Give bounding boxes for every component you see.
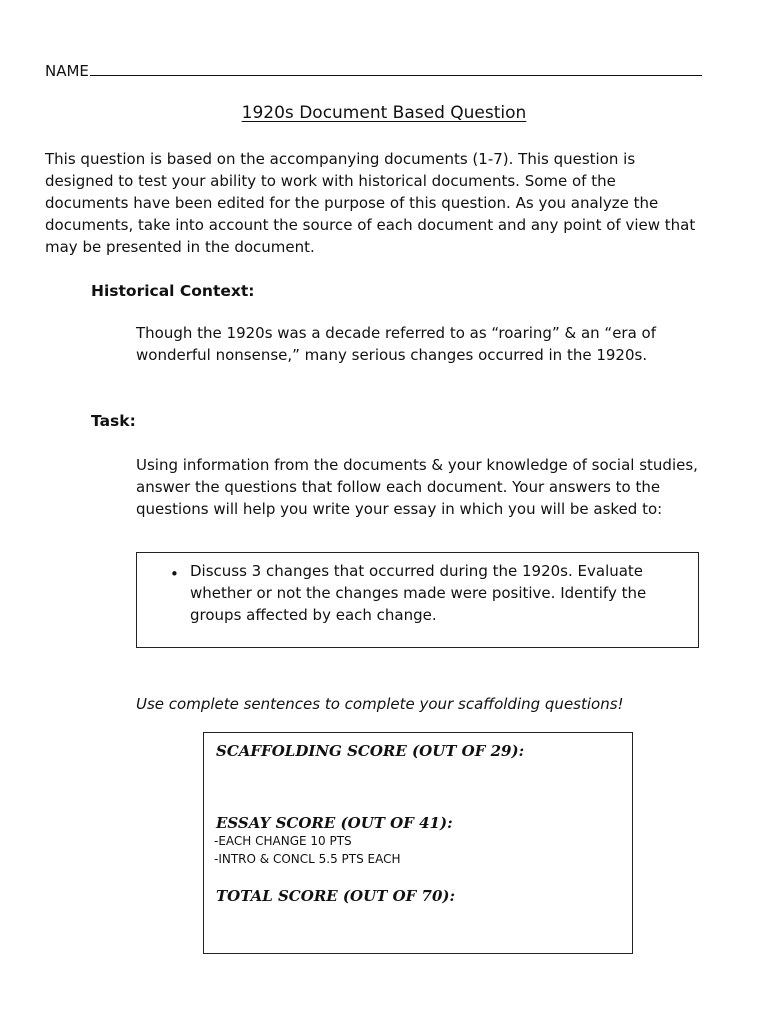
essay-score-detail: -INTRO & CONCL 5.5 PTS EACH bbox=[214, 852, 401, 866]
prompt-line: Discuss 3 changes that occurred during the 1920s. Evaluate bbox=[190, 562, 644, 580]
score-box bbox=[203, 732, 633, 954]
name-label: NAME bbox=[45, 62, 89, 80]
prompt-line: groups affected by each change. bbox=[190, 606, 437, 624]
task-line: answer the questions that follow each document. Your answers to the bbox=[136, 478, 661, 496]
instruction-note: Use complete sentences to complete your scaffolding questions! bbox=[136, 695, 624, 713]
intro-line: designed to test your ability to work with historical documents. Some of the bbox=[45, 172, 616, 190]
document-title: 1920s Document Based Question bbox=[241, 103, 527, 123]
total-score-label: TOTAL SCORE (OUT OF 70): bbox=[216, 887, 456, 905]
prompt-line: whether or not the changes made were positive. Identify the bbox=[190, 584, 647, 602]
intro-line: may be presented in the document. bbox=[45, 238, 315, 256]
task-text bbox=[136, 454, 736, 520]
essay-score-detail: -EACH CHANGE 10 PTS bbox=[214, 834, 352, 848]
intro-line: documents, take into account the source of each document and any point of view that bbox=[45, 216, 696, 234]
essay-prompt-text bbox=[190, 560, 646, 626]
intro-line: documents have been edited for the purpose of this question. As you analyze the bbox=[45, 194, 659, 212]
historical-context-text bbox=[136, 322, 736, 366]
task-line: Using information from the documents & your knowledge of social studies, bbox=[136, 456, 698, 474]
context-line: Though the 1920s was a decade referred to as “roaring” & an “era of bbox=[136, 324, 657, 342]
context-line: wonderful nonsense,” many serious changes occurred in the 1920s. bbox=[136, 346, 648, 364]
intro-paragraph bbox=[45, 148, 735, 258]
scaffolding-score-label: SCAFFOLDING SCORE (OUT OF 29): bbox=[216, 742, 525, 760]
essay-score-label: ESSAY SCORE (OUT OF 41): bbox=[216, 814, 453, 832]
essay-prompt-box bbox=[136, 552, 699, 648]
bullet-marker: • bbox=[170, 565, 179, 583]
name-field-row bbox=[45, 60, 702, 81]
historical-context-heading: Historical Context: bbox=[91, 282, 255, 300]
task-heading: Task: bbox=[91, 412, 136, 430]
intro-line: This question is based on the accompanying documents (1-7). This question is bbox=[45, 150, 636, 168]
name-blank-line[interactable] bbox=[90, 60, 702, 76]
task-line: questions will help you write your essay in which you will be asked to: bbox=[136, 500, 663, 518]
